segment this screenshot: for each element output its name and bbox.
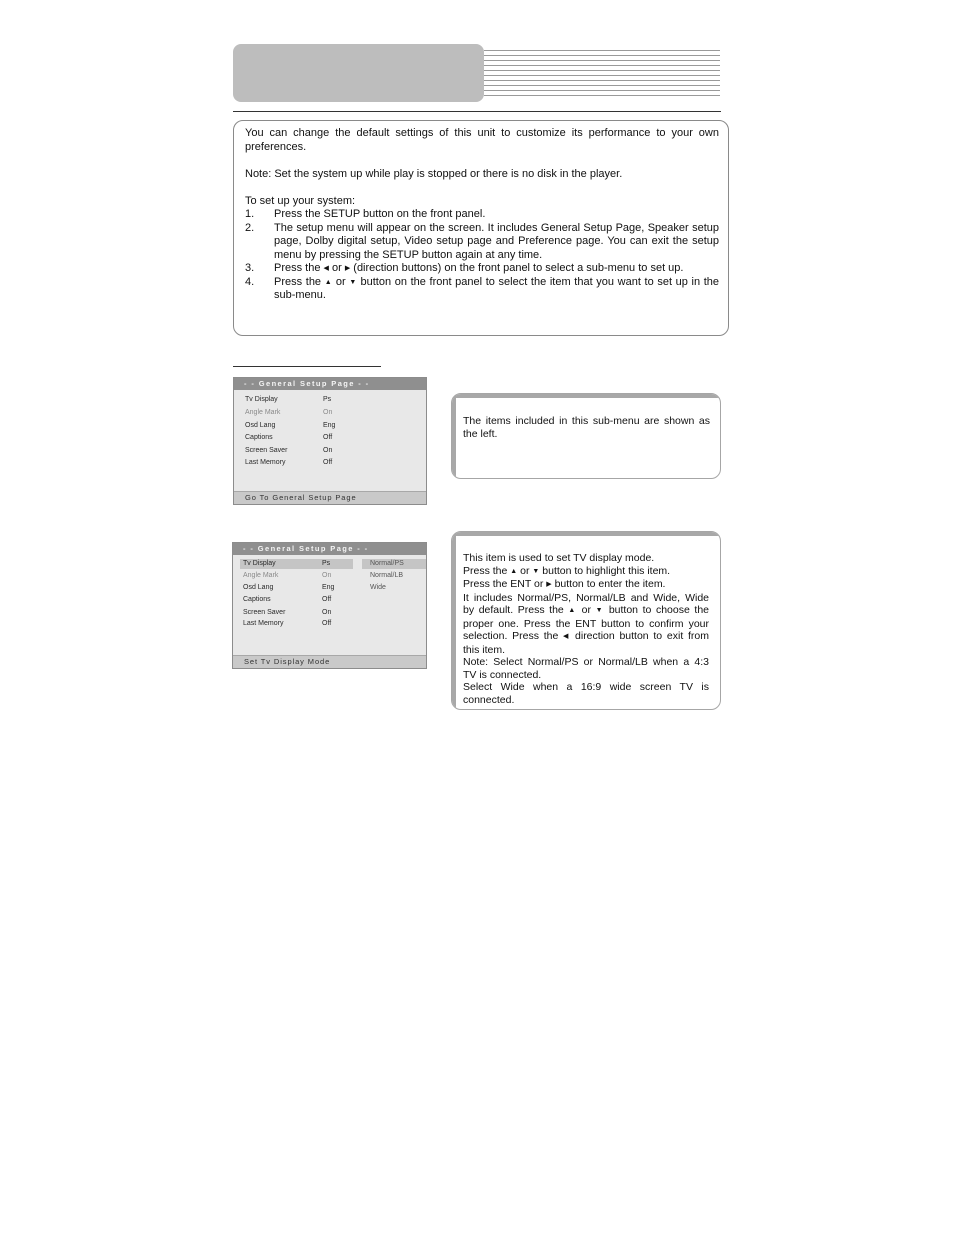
menu-footer: Set Tv Display Mode	[233, 655, 426, 668]
left-arrow-icon: ◀	[563, 633, 571, 640]
menu-row-tv-display	[245, 395, 418, 405]
tv-display-menu	[232, 542, 427, 669]
step-number: 2.	[245, 221, 255, 234]
menu-row-value: Off	[323, 459, 333, 466]
menu-row-label: Screen Saver	[243, 609, 286, 616]
menu-body	[234, 390, 426, 492]
step-item	[245, 208, 719, 222]
intro-paragraph: You can change the default settings of this unit to customize its performance to your own preferences.	[245, 127, 719, 153]
menu-row-screen-saver	[243, 608, 353, 618]
step-text: or	[335, 275, 346, 288]
menu-row-value: Ps	[323, 396, 332, 403]
setup-heading: To set up your system:	[245, 194, 356, 207]
setup-steps	[245, 208, 719, 303]
menu-footer: Go To General Setup Page	[234, 491, 426, 504]
menu-row-label: Angle Mark	[245, 409, 281, 416]
callout-text	[463, 552, 709, 706]
menu-row-value: Off	[323, 434, 333, 441]
callout-text-part: button to highlight this item.	[542, 564, 671, 577]
menu-row-value: Eng	[323, 422, 336, 429]
callout-text-part: or	[520, 564, 530, 577]
callout-text-part: button to choose the proper one. Press the ENT button to confirm your selection. Press the	[463, 604, 710, 642]
option-normal-ps: Normal/PS	[362, 559, 426, 569]
step-text: Press the	[274, 275, 322, 288]
step-number: 3.	[245, 262, 255, 274]
callout-text-part: button to enter the item.	[554, 578, 666, 590]
menu-title: - - General Setup Page - -	[234, 378, 426, 390]
menu-row-label: Tv Display	[245, 396, 278, 403]
callout-paragraph	[463, 565, 709, 579]
menu-row-angle-mark	[245, 408, 418, 418]
menu-row-value: Off	[322, 620, 332, 627]
menu-body	[233, 555, 426, 656]
callout-paragraph: This item is used to set TV display mode.	[463, 552, 655, 564]
menu-title: - - General Setup Page - -	[233, 543, 426, 555]
step-text: The setup menu will appear on the screen. It includes General Setup Page, Speaker setup page, Dolby digital setup, Video setup page and Preference page. You can exit the setup menu by pressing the SETUP button again at any time.	[274, 221, 719, 261]
intro-text	[245, 127, 719, 303]
callout-paragraph: Select Wide when a 16:9 wide screen TV is connected.	[463, 681, 709, 706]
menu-row-label: Angle Mark	[243, 572, 279, 579]
general-setup-menu	[233, 377, 427, 505]
menu-row-value: Off	[322, 596, 332, 603]
callout-text	[463, 415, 710, 440]
menu-row-label: Osd Lang	[243, 584, 274, 591]
right-arrow-icon: ▶	[344, 265, 351, 272]
header-stripes	[484, 50, 720, 98]
section-rule	[233, 366, 381, 367]
menu-row-last-memory	[243, 619, 353, 629]
step-text: button on the front panel to select the item that you want to set up in the sub-menu.	[274, 275, 720, 301]
menu-row-last-memory	[245, 458, 418, 468]
right-arrow-icon: ▶	[546, 581, 552, 588]
left-arrow-icon: ◀	[323, 265, 329, 272]
up-arrow-icon: ▲	[510, 567, 518, 575]
menu-row-value: On	[323, 447, 333, 454]
menu-row-value: Ps	[322, 560, 331, 567]
down-arrow-icon: ▼	[532, 567, 540, 575]
menu-row-value: On	[322, 572, 332, 579]
option-normal-lb: Normal/LB	[370, 572, 404, 579]
menu-row-angle-mark	[243, 571, 353, 581]
callout-paragraph	[463, 578, 709, 592]
menu-row-osd-lang	[245, 421, 418, 431]
menu-row-label: Captions	[243, 596, 271, 603]
menu-row-captions	[243, 595, 353, 605]
menu-row-label: Osd Lang	[245, 422, 276, 429]
header-tab	[233, 44, 484, 102]
step-number: 4.	[245, 275, 255, 288]
step-number: 1.	[245, 208, 255, 220]
down-arrow-icon: ▼	[349, 278, 357, 286]
step-text: Press the	[274, 262, 321, 274]
menu-row-tv-display	[240, 559, 353, 569]
header-rule	[233, 111, 721, 112]
step-item	[245, 222, 719, 263]
callout-paragraph: The items included in this sub-menu are shown as the left.	[463, 415, 710, 440]
up-arrow-icon: ▲	[568, 607, 578, 614]
callout-note: Note: Select Normal/PS or Normal/LB when a 4:3 TV is connected.	[463, 656, 709, 681]
menu-row-screen-saver	[245, 446, 418, 456]
up-arrow-icon: ▲	[324, 278, 333, 286]
menu-row-value: Eng	[322, 584, 335, 591]
callout-text-part: direction button to exit from this item.	[463, 630, 709, 656]
callout-text-part: or	[581, 604, 591, 616]
callout-paragraph	[463, 592, 709, 657]
step-item	[245, 276, 719, 303]
step-text: (direction buttons) on the front panel to select a sub-menu to set up.	[353, 262, 684, 274]
menu-row-captions	[245, 433, 418, 443]
option-wide: Wide	[370, 584, 386, 591]
menu-row-value: On	[322, 609, 332, 616]
menu-row-label: Last Memory	[245, 459, 286, 466]
callout-text-part: Press the ENT or	[463, 578, 544, 590]
step-item	[245, 262, 719, 276]
down-arrow-icon: ▼	[595, 607, 605, 614]
intro-note: Note: Set the system up while play is stopped or there is no disk in the player.	[245, 167, 623, 180]
step-text: or	[331, 262, 342, 274]
menu-row-label: Last Memory	[243, 620, 284, 627]
step-text: Press the SETUP button on the front panel.	[274, 208, 486, 220]
menu-row-label: Screen Saver	[245, 447, 288, 454]
callout-text-part: It includes Normal/PS, Normal/LB and Wide, Wide by default. Press the	[463, 591, 709, 616]
menu-row-label: Captions	[245, 434, 273, 441]
callout-text-part: Press the	[463, 564, 508, 577]
menu-row-value: On	[323, 409, 333, 416]
menu-row-label: Tv Display	[243, 560, 276, 567]
menu-row-osd-lang	[243, 583, 353, 593]
